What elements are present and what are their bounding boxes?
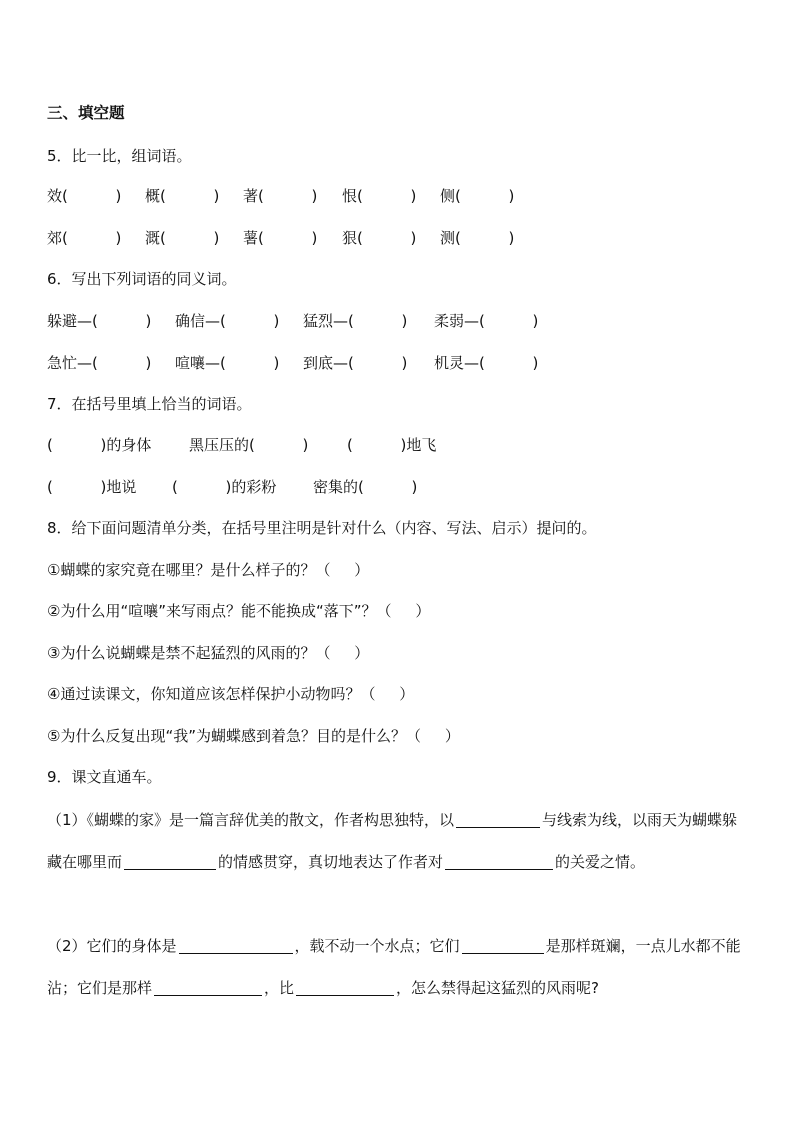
- q5-item: 测( ): [440, 229, 515, 247]
- q7-item: ( )的身体: [47, 436, 152, 454]
- q8-item: ④通过读课文，你知道应该怎样保护小动物吗？（ ）: [47, 685, 415, 703]
- q9-p1-text: 的关爱之情。: [555, 853, 646, 871]
- q5-item: 侧( ): [440, 187, 515, 205]
- q6-row-2: [47, 353, 767, 373]
- q9-p1-text: 的情感贯穿，真切地表达了作者对: [218, 853, 444, 871]
- q9-p1-text: （1）《蝴蝶的家》是一篇言辞优美的散文，作者构思独特，以: [47, 811, 455, 829]
- q6-item: 喧嚷—( ): [175, 354, 280, 372]
- q6-item: 确信—( ): [175, 312, 280, 330]
- q9-p2-text: （2）它们的身体是: [47, 937, 177, 955]
- q9-p2-text: 是那样斑斓，一点儿水都不能沾；它们是那样: [47, 937, 741, 997]
- q7-item: ( )的彩粉: [172, 478, 277, 496]
- q8-item: ⑤为什么反复出现“我”为蝴蝶感到着急？目的是什么？（ ）: [47, 727, 460, 745]
- q9-p2-text: ，载不动一个水点；它们: [294, 937, 460, 955]
- section-title: 三、填空题: [47, 104, 125, 122]
- fill-blank[interactable]: [179, 937, 293, 954]
- fill-blank[interactable]: [456, 811, 540, 828]
- fill-blank[interactable]: [124, 853, 216, 870]
- q9-p2-text: ，比: [264, 979, 295, 997]
- q5-item: 恨( ): [342, 187, 417, 205]
- q7-row-1: [47, 435, 767, 455]
- q5-item: 概( ): [145, 187, 220, 205]
- q6-item: 到底—( ): [303, 354, 408, 372]
- q5-row-2: [47, 228, 767, 248]
- q5-item: 狠( ): [342, 229, 417, 247]
- q8-title: 8．给下面问题清单分类，在括号里注明是针对什么（内容、写法、启示）提问的。: [47, 519, 597, 537]
- q5-item: 薯( ): [243, 229, 318, 247]
- q9-title: 9．课文直通车。: [47, 768, 162, 786]
- fill-blank[interactable]: [462, 937, 544, 954]
- q9-paragraph-2: [47, 925, 747, 1009]
- q9-paragraph-1: [47, 799, 747, 883]
- q7-item: 密集的( ): [313, 478, 418, 496]
- q8-item: ③为什么说蝴蝶是禁不起猛烈的风雨的？（ ）: [47, 644, 370, 662]
- q6-item: 躲避—( ): [47, 312, 152, 330]
- q5-row-1: [47, 186, 767, 206]
- q7-item: ( )地飞: [347, 436, 437, 454]
- q5-item: 效( ): [47, 187, 122, 205]
- q8-item: ①蝴蝶的家究竟在哪里？是什么样子的？（ ）: [47, 561, 370, 579]
- q9-p2-text: ，怎么禁得起这猛烈的风雨呢?: [396, 979, 599, 997]
- q5-item: 溉( ): [145, 229, 220, 247]
- q5-item: 郊( ): [47, 229, 122, 247]
- q7-title: 7．在括号里填上恰当的词语。: [47, 395, 252, 413]
- fill-blank[interactable]: [154, 979, 262, 996]
- q6-row-1: [47, 311, 767, 331]
- q6-item: 柔弱—( ): [434, 312, 539, 330]
- fill-blank[interactable]: [296, 979, 394, 996]
- q5-title: 5．比一比，组词语。: [47, 147, 192, 165]
- q6-item: 猛烈—( ): [303, 312, 408, 330]
- q7-item: 黑压压的( ): [189, 436, 309, 454]
- fill-blank[interactable]: [445, 853, 553, 870]
- q6-title: 6．写出下列词语的同义词。: [47, 270, 237, 288]
- q7-item: ( )地说: [47, 478, 137, 496]
- q5-item: 著( ): [243, 187, 318, 205]
- q6-item: 机灵—( ): [434, 354, 539, 372]
- q6-item: 急忙—( ): [47, 354, 152, 372]
- q9-p1-text: 与线索为线，以雨天为蝴蝶躲藏在哪里而: [47, 811, 738, 871]
- q7-row-2: [47, 477, 767, 497]
- q8-item: ②为什么用“喧嚷”来写雨点？能不能换成“落下”？（ ）: [47, 602, 431, 620]
